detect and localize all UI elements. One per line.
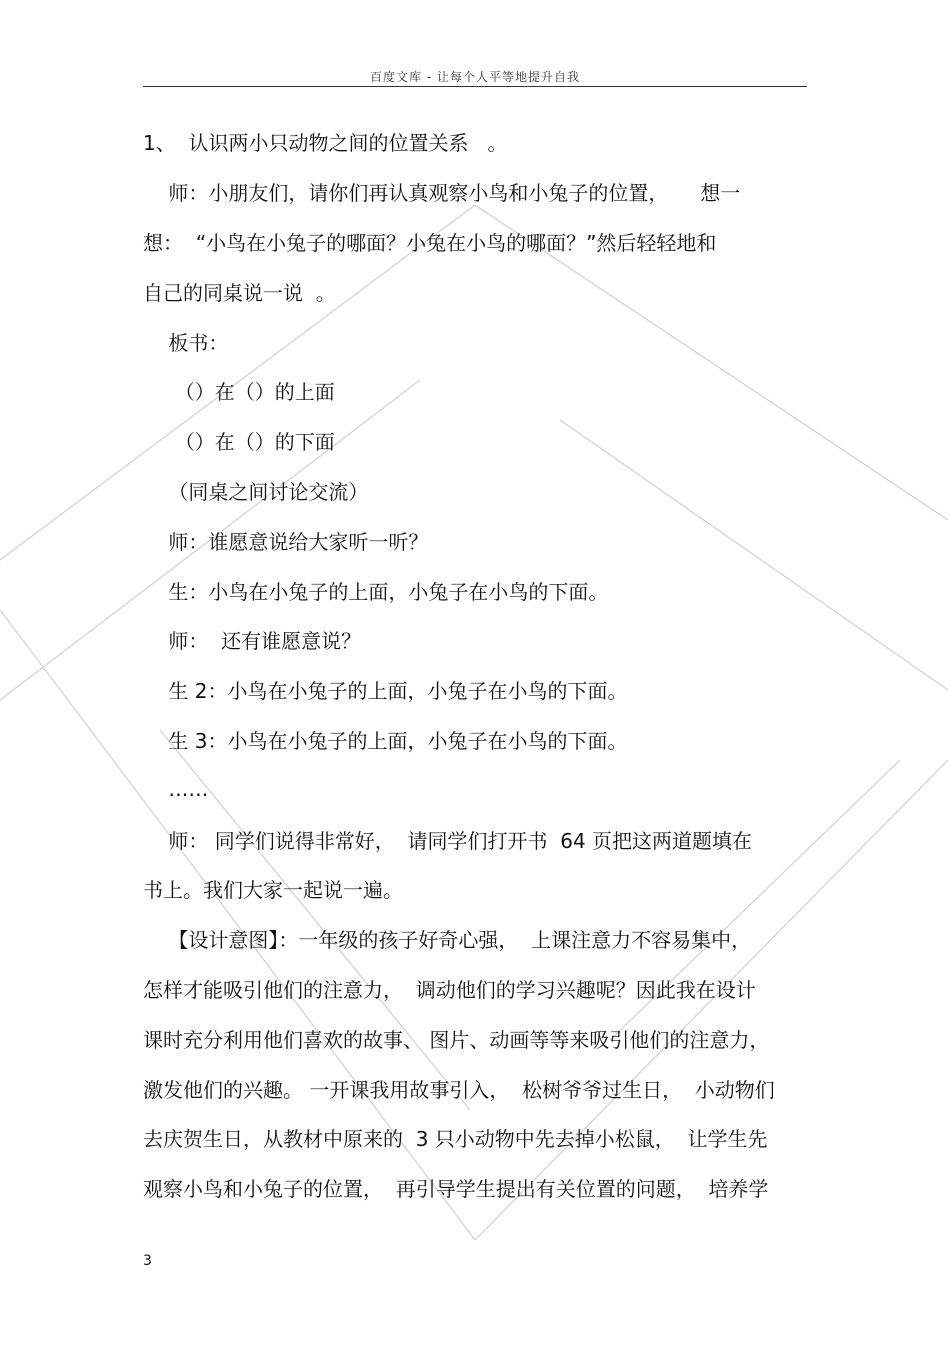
text-line: 去庆贺生日，从教材中原来的 3 只小动物中先去掉小松鼠， 让学生先 [143,1127,768,1151]
text-line: （）在（）的上面 [143,380,335,404]
text-line: 课时充分利用他们喜欢的故事、 图片、动画等等来吸引他们的注意力， [143,1028,770,1052]
watermark-line [560,420,948,690]
text-line: （）在（）的下面 [143,430,335,454]
text-line: 师： 同学们说得非常好， 请同学们打开书 64 页把这两道题填在 [143,829,753,853]
text-line: 师： 还有谁愿意说？ [143,629,362,653]
text-line: 激发他们的兴趣。 一开课我用故事引入， 松树爷爷过生日， 小动物们 [143,1078,775,1102]
header-divider [143,86,807,87]
text-line: …… [143,777,209,801]
text-line: 师：谁愿意说给大家听一听？ [143,530,429,554]
text-line: 自己的同桌说一说 。 [143,281,336,305]
text-line: （同桌之间讨论交流） [143,480,369,504]
page-number: 3 [143,1253,152,1269]
text-line: 怎样才能吸引他们的注意力， 调动他们的学习兴趣呢？因此我在设计 [143,978,756,1002]
text-line: 师：小朋友们，请你们再认真观察小鸟和小兔子的位置， 想一 [143,181,741,205]
text-line: 想： “小鸟在小兔子的哪面？小兔在小鸟的哪面？”然后轻轻地和 [143,231,717,255]
text-line: 书上。我们大家一起说一遍。 [143,878,403,902]
text-line: 板书： [143,331,229,355]
text-line: 生：小鸟在小兔子的上面，小兔子在小鸟的下面。 [143,580,609,604]
text-line: 1、 认识两小只动物之间的位置关系 。 [143,131,508,155]
page-header-title: 百度文库 - 让每个人平等地提升自我 [370,70,580,84]
text-line: 生 2：小鸟在小兔子的上面，小兔子在小鸟的下面。 [143,679,628,703]
text-line: 【设计意图】：一年级的孩子好奇心强， 上课注意力不容易集中， [143,928,752,952]
text-line: 生 3：小鸟在小兔子的上面，小兔子在小鸟的下面。 [143,729,628,753]
text-line: 观察小鸟和小兔子的位置， 再引导学生提出有关位置的问题， 培养学 [143,1177,769,1201]
